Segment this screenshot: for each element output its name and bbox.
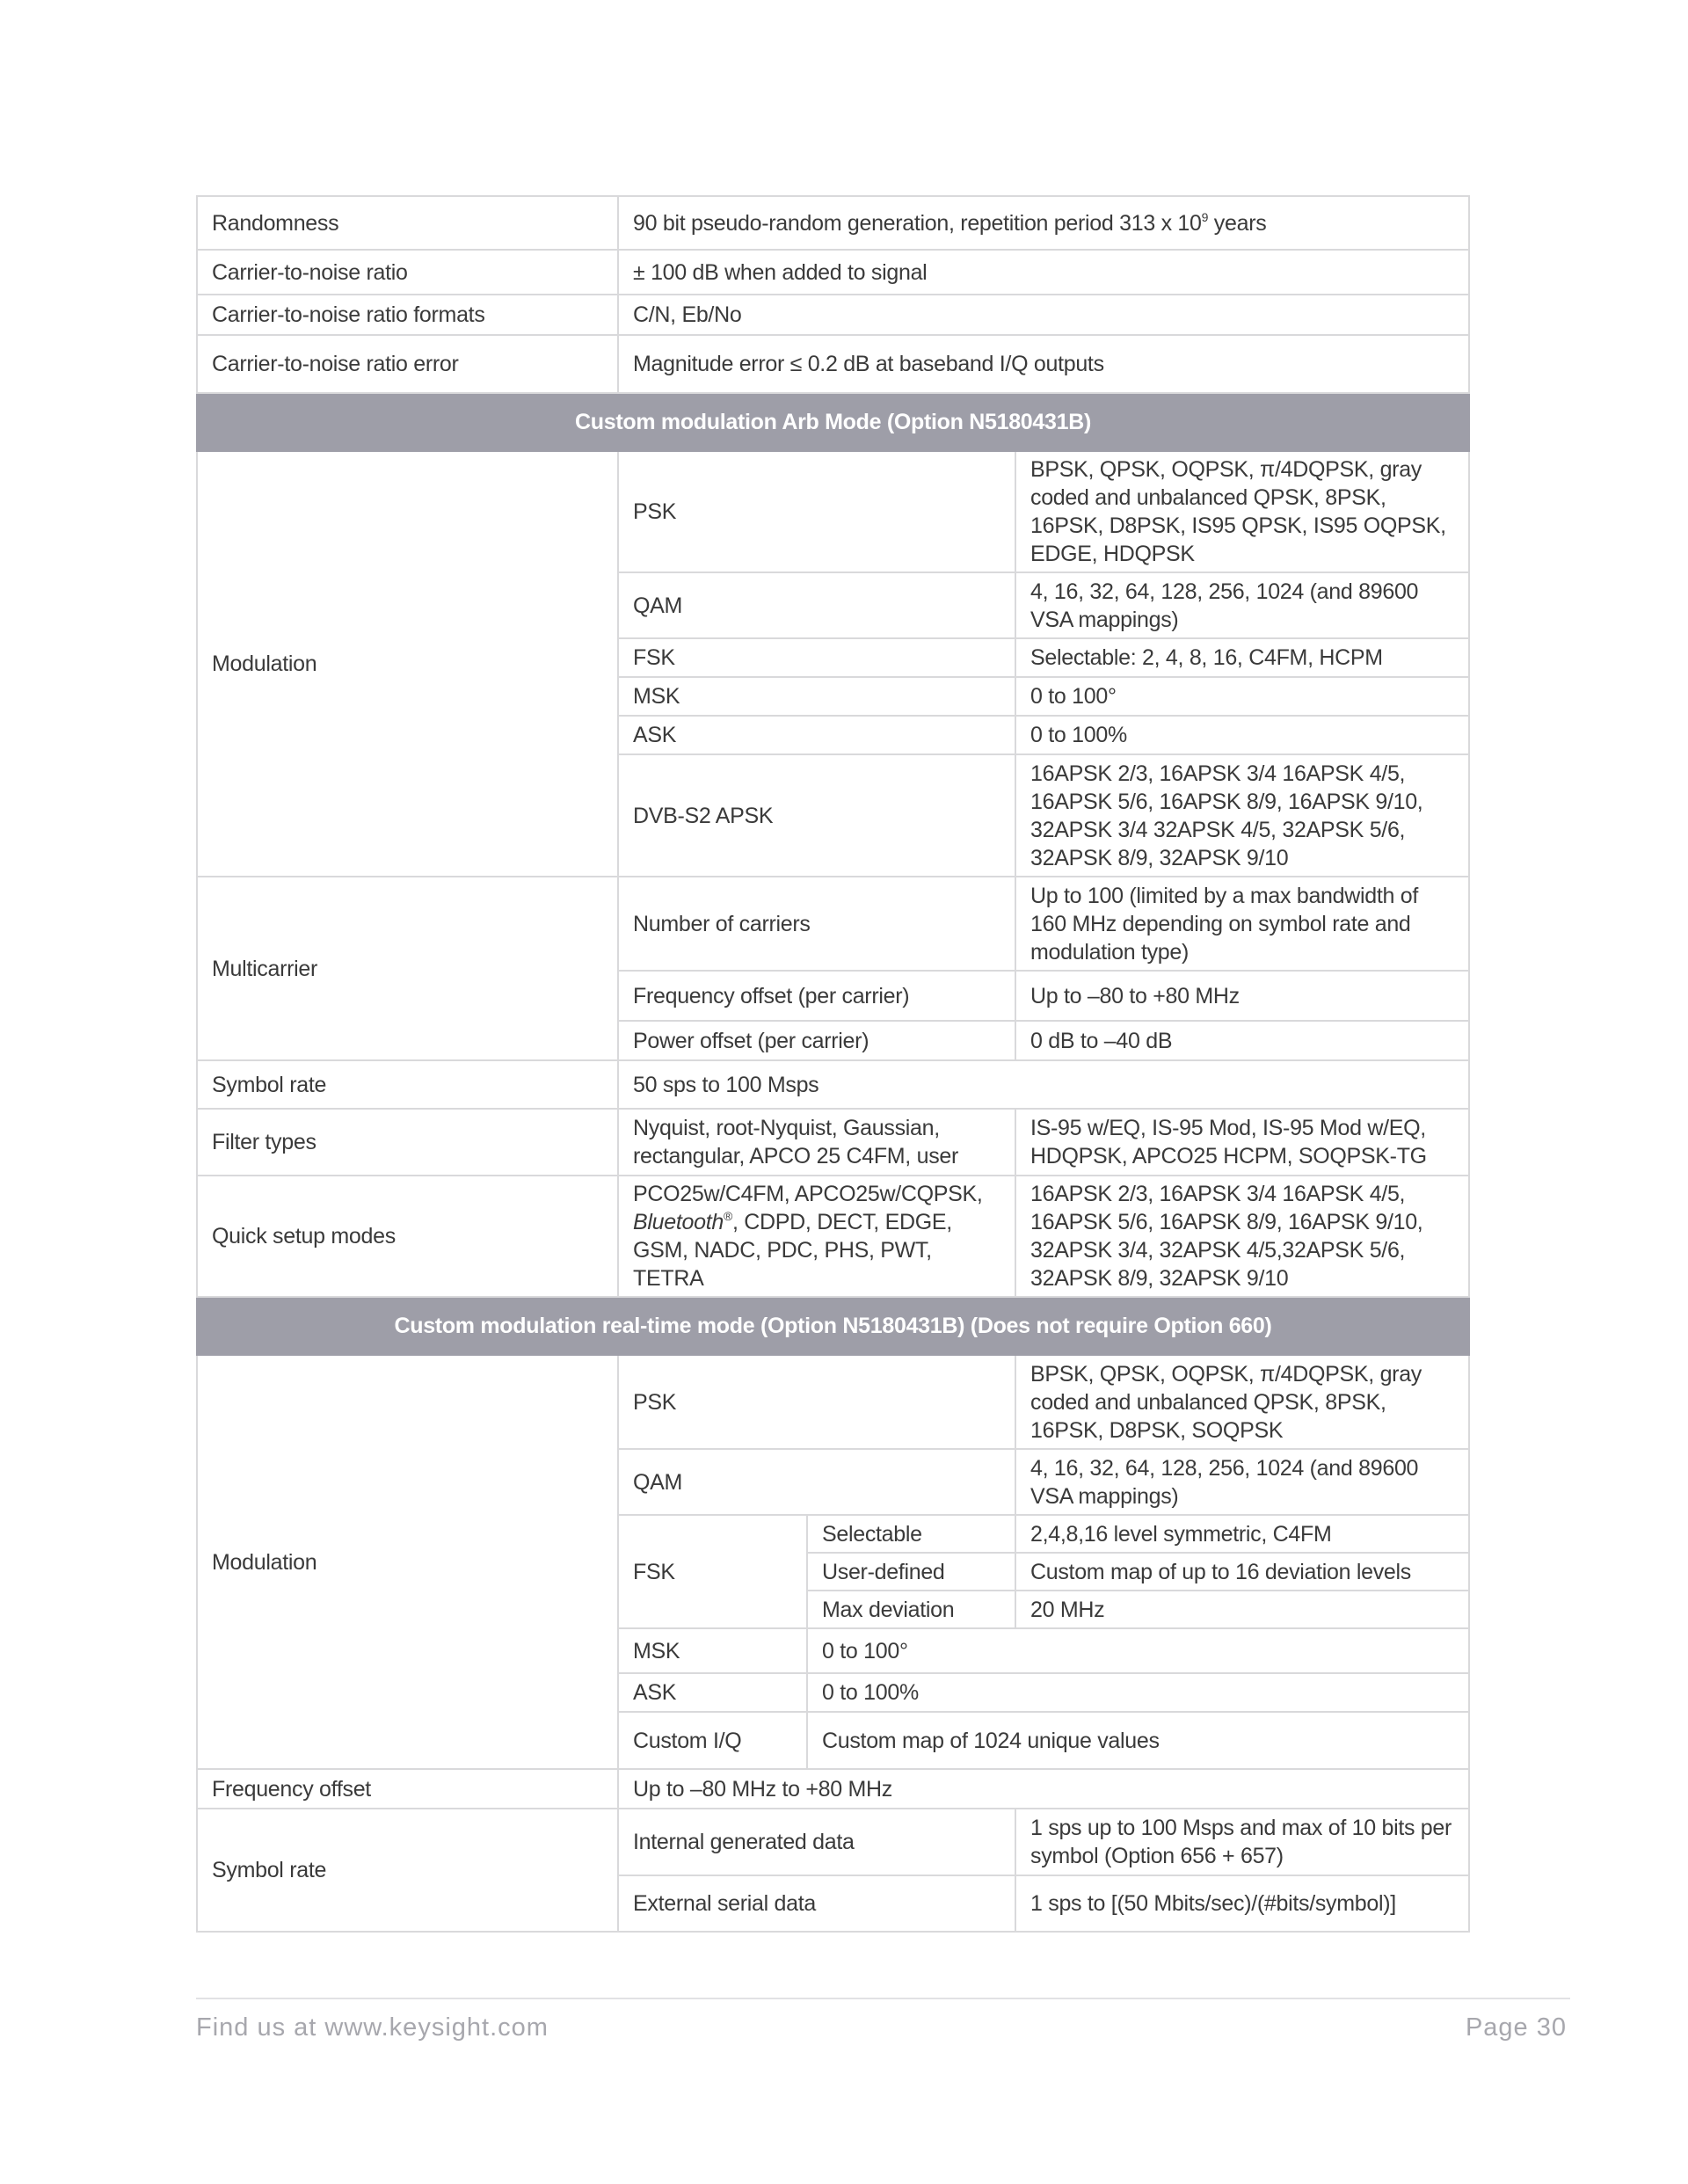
table-row <box>197 1060 1469 1109</box>
footer-divider <box>196 1998 1570 1999</box>
sub-value: Custom map of 1024 unique values <box>807 1712 1469 1769</box>
row-value: IS-95 w/EQ, IS-95 Mod, IS-95 Mod w/EQ, HDQPSK, APCO25 HCPM, SOQPSK-TG <box>1015 1109 1469 1176</box>
row-label: Quick setup modes <box>197 1176 618 1297</box>
row-value: 50 sps to 100 Msps <box>618 1060 1469 1109</box>
sub-value: 4, 16, 32, 64, 128, 256, 1024 (and 89600 VSA mappings) <box>1015 572 1469 638</box>
sub-sub-label: Max deviation <box>807 1591 1015 1628</box>
sub-label: External serial data <box>618 1875 1015 1932</box>
table-row <box>197 1355 1469 1449</box>
sub-label: PSK <box>618 1355 1015 1449</box>
row-label: Carrier-to-noise ratio formats <box>197 295 618 335</box>
sub-sub-label: User-defined <box>807 1553 1015 1591</box>
footer-website: Find us at www.keysight.com <box>196 2013 549 2042</box>
sub-value: Selectable: 2, 4, 8, 16, C4FM, HCPM <box>1015 638 1469 677</box>
row-value: C/N, Eb/No <box>618 295 1469 335</box>
sub-value: BPSK, QPSK, OQPSK, π/4DQPSK, gray coded and unbalanced QPSK, 8PSK, 16PSK, D8PSK, IS95 QPSK, IS95 OQPSK, EDGE, HDQPSK <box>1015 451 1469 572</box>
sub-label: ASK <box>618 1673 807 1712</box>
sub-value: 0 dB to –40 dB <box>1015 1021 1469 1060</box>
row-value: PCO25w/C4FM, APCO25w/CQPSK, Bluetooth®, CDPD, DECT, EDGE, GSM, NADC, PDC, PHS, PWT, TETRA <box>618 1176 1015 1297</box>
sub-label: FSK <box>618 638 1015 677</box>
sub-value: 0 to 100° <box>807 1628 1469 1673</box>
sub-value: 0 to 100° <box>1015 677 1469 716</box>
row-value: ± 100 dB when added to signal <box>618 250 1469 295</box>
sub-value: 20 MHz <box>1015 1591 1469 1628</box>
sub-label: MSK <box>618 677 1015 716</box>
row-value: 16APSK 2/3, 16APSK 3/4 16APSK 4/5, 16APSK 5/6, 16APSK 8/9, 16APSK 9/10, 32APSK 3/4, 32APSK 4/5,32APSK 5/6, 32APSK 8/9, 32APSK 9/10 <box>1015 1176 1469 1297</box>
sub-label: Custom I/Q <box>618 1712 807 1769</box>
table-row <box>197 1809 1469 1875</box>
spec-table <box>196 195 1470 1933</box>
section-title: Custom modulation Arb Mode (Option N5180431B) <box>197 393 1469 451</box>
table-row <box>197 877 1469 971</box>
row-value: Nyquist, root-Nyquist, Gaussian, rectangular, APCO 25 C4FM, user <box>618 1109 1015 1176</box>
table-row <box>197 250 1469 295</box>
sub-value: 1 sps to [(50 Mbits/sec)/(#bits/symbol)] <box>1015 1875 1469 1932</box>
sub-value: 1 sps up to 100 Msps and max of 10 bits per symbol (Option 656 + 657) <box>1015 1809 1469 1875</box>
table-row <box>197 1109 1469 1176</box>
sub-value: 0 to 100% <box>807 1673 1469 1712</box>
row-value: 90 bit pseudo-random generation, repetition period 313 x $10^9$ years <box>618 196 1469 250</box>
table-row <box>197 196 1469 250</box>
sub-label: QAM <box>618 572 1015 638</box>
section-title: Custom modulation real-time mode (Option N5180431B) (Does not require Option 660) <box>197 1297 1469 1355</box>
row-label: Filter types <box>197 1109 618 1176</box>
sub-value: 4, 16, 32, 64, 128, 256, 1024 (and 89600 VSA mappings) <box>1015 1449 1469 1515</box>
row-label: Symbol rate <box>197 1060 618 1109</box>
row-label: Symbol rate <box>197 1809 618 1932</box>
table-row <box>197 451 1469 572</box>
sub-label: QAM <box>618 1449 1015 1515</box>
sub-value: Up to 100 (limited by a max bandwidth of 160 MHz depending on symbol rate and modulation type) <box>1015 877 1469 971</box>
table-row <box>197 295 1469 335</box>
sub-label: Frequency offset (per carrier) <box>618 971 1015 1021</box>
sub-value: 16APSK 2/3, 16APSK 3/4 16APSK 4/5, 16APSK 5/6, 16APSK 8/9, 16APSK 9/10, 32APSK 3/4 32APSK 4/5, 32APSK 5/6, 32APSK 8/9, 32APSK 9/10 <box>1015 754 1469 877</box>
row-label: Modulation <box>197 1355 618 1769</box>
sub-value: Custom map of up to 16 deviation levels <box>1015 1553 1469 1591</box>
section-header-row <box>197 1297 1469 1355</box>
sub-value: BPSK, QPSK, OQPSK, π/4DQPSK, gray coded and unbalanced QPSK, 8PSK, 16PSK, D8PSK, SOQPSK <box>1015 1355 1469 1449</box>
sub-value: 0 to 100% <box>1015 716 1469 754</box>
section-header-row <box>197 393 1469 451</box>
sub-sub-label: Selectable <box>807 1515 1015 1553</box>
row-value: Up to –80 MHz to +80 MHz <box>618 1769 1469 1809</box>
sub-label: FSK <box>618 1515 807 1628</box>
table-row <box>197 335 1469 393</box>
row-label: Randomness <box>197 196 618 250</box>
sub-label: PSK <box>618 451 1015 572</box>
sub-label: DVB-S2 APSK <box>618 754 1015 877</box>
sub-label: Power offset (per carrier) <box>618 1021 1015 1060</box>
sub-label: Number of carriers <box>618 877 1015 971</box>
sub-label: ASK <box>618 716 1015 754</box>
row-label: Multicarrier <box>197 877 618 1060</box>
row-label: Frequency offset <box>197 1769 618 1809</box>
table-row <box>197 1769 1469 1809</box>
sub-label: MSK <box>618 1628 807 1673</box>
row-label: Carrier-to-noise ratio error <box>197 335 618 393</box>
page-number: Page 30 <box>1465 2013 1567 2042</box>
sub-value: Up to –80 to +80 MHz <box>1015 971 1469 1021</box>
sub-value: 2,4,8,16 level symmetric, C4FM <box>1015 1515 1469 1553</box>
table-row <box>197 1176 1469 1297</box>
sub-label: Internal generated data <box>618 1809 1015 1875</box>
row-label: Carrier-to-noise ratio <box>197 250 618 295</box>
row-value: Magnitude error ≤ 0.2 dB at baseband I/Q outputs <box>618 335 1469 393</box>
row-label: Modulation <box>197 451 618 877</box>
